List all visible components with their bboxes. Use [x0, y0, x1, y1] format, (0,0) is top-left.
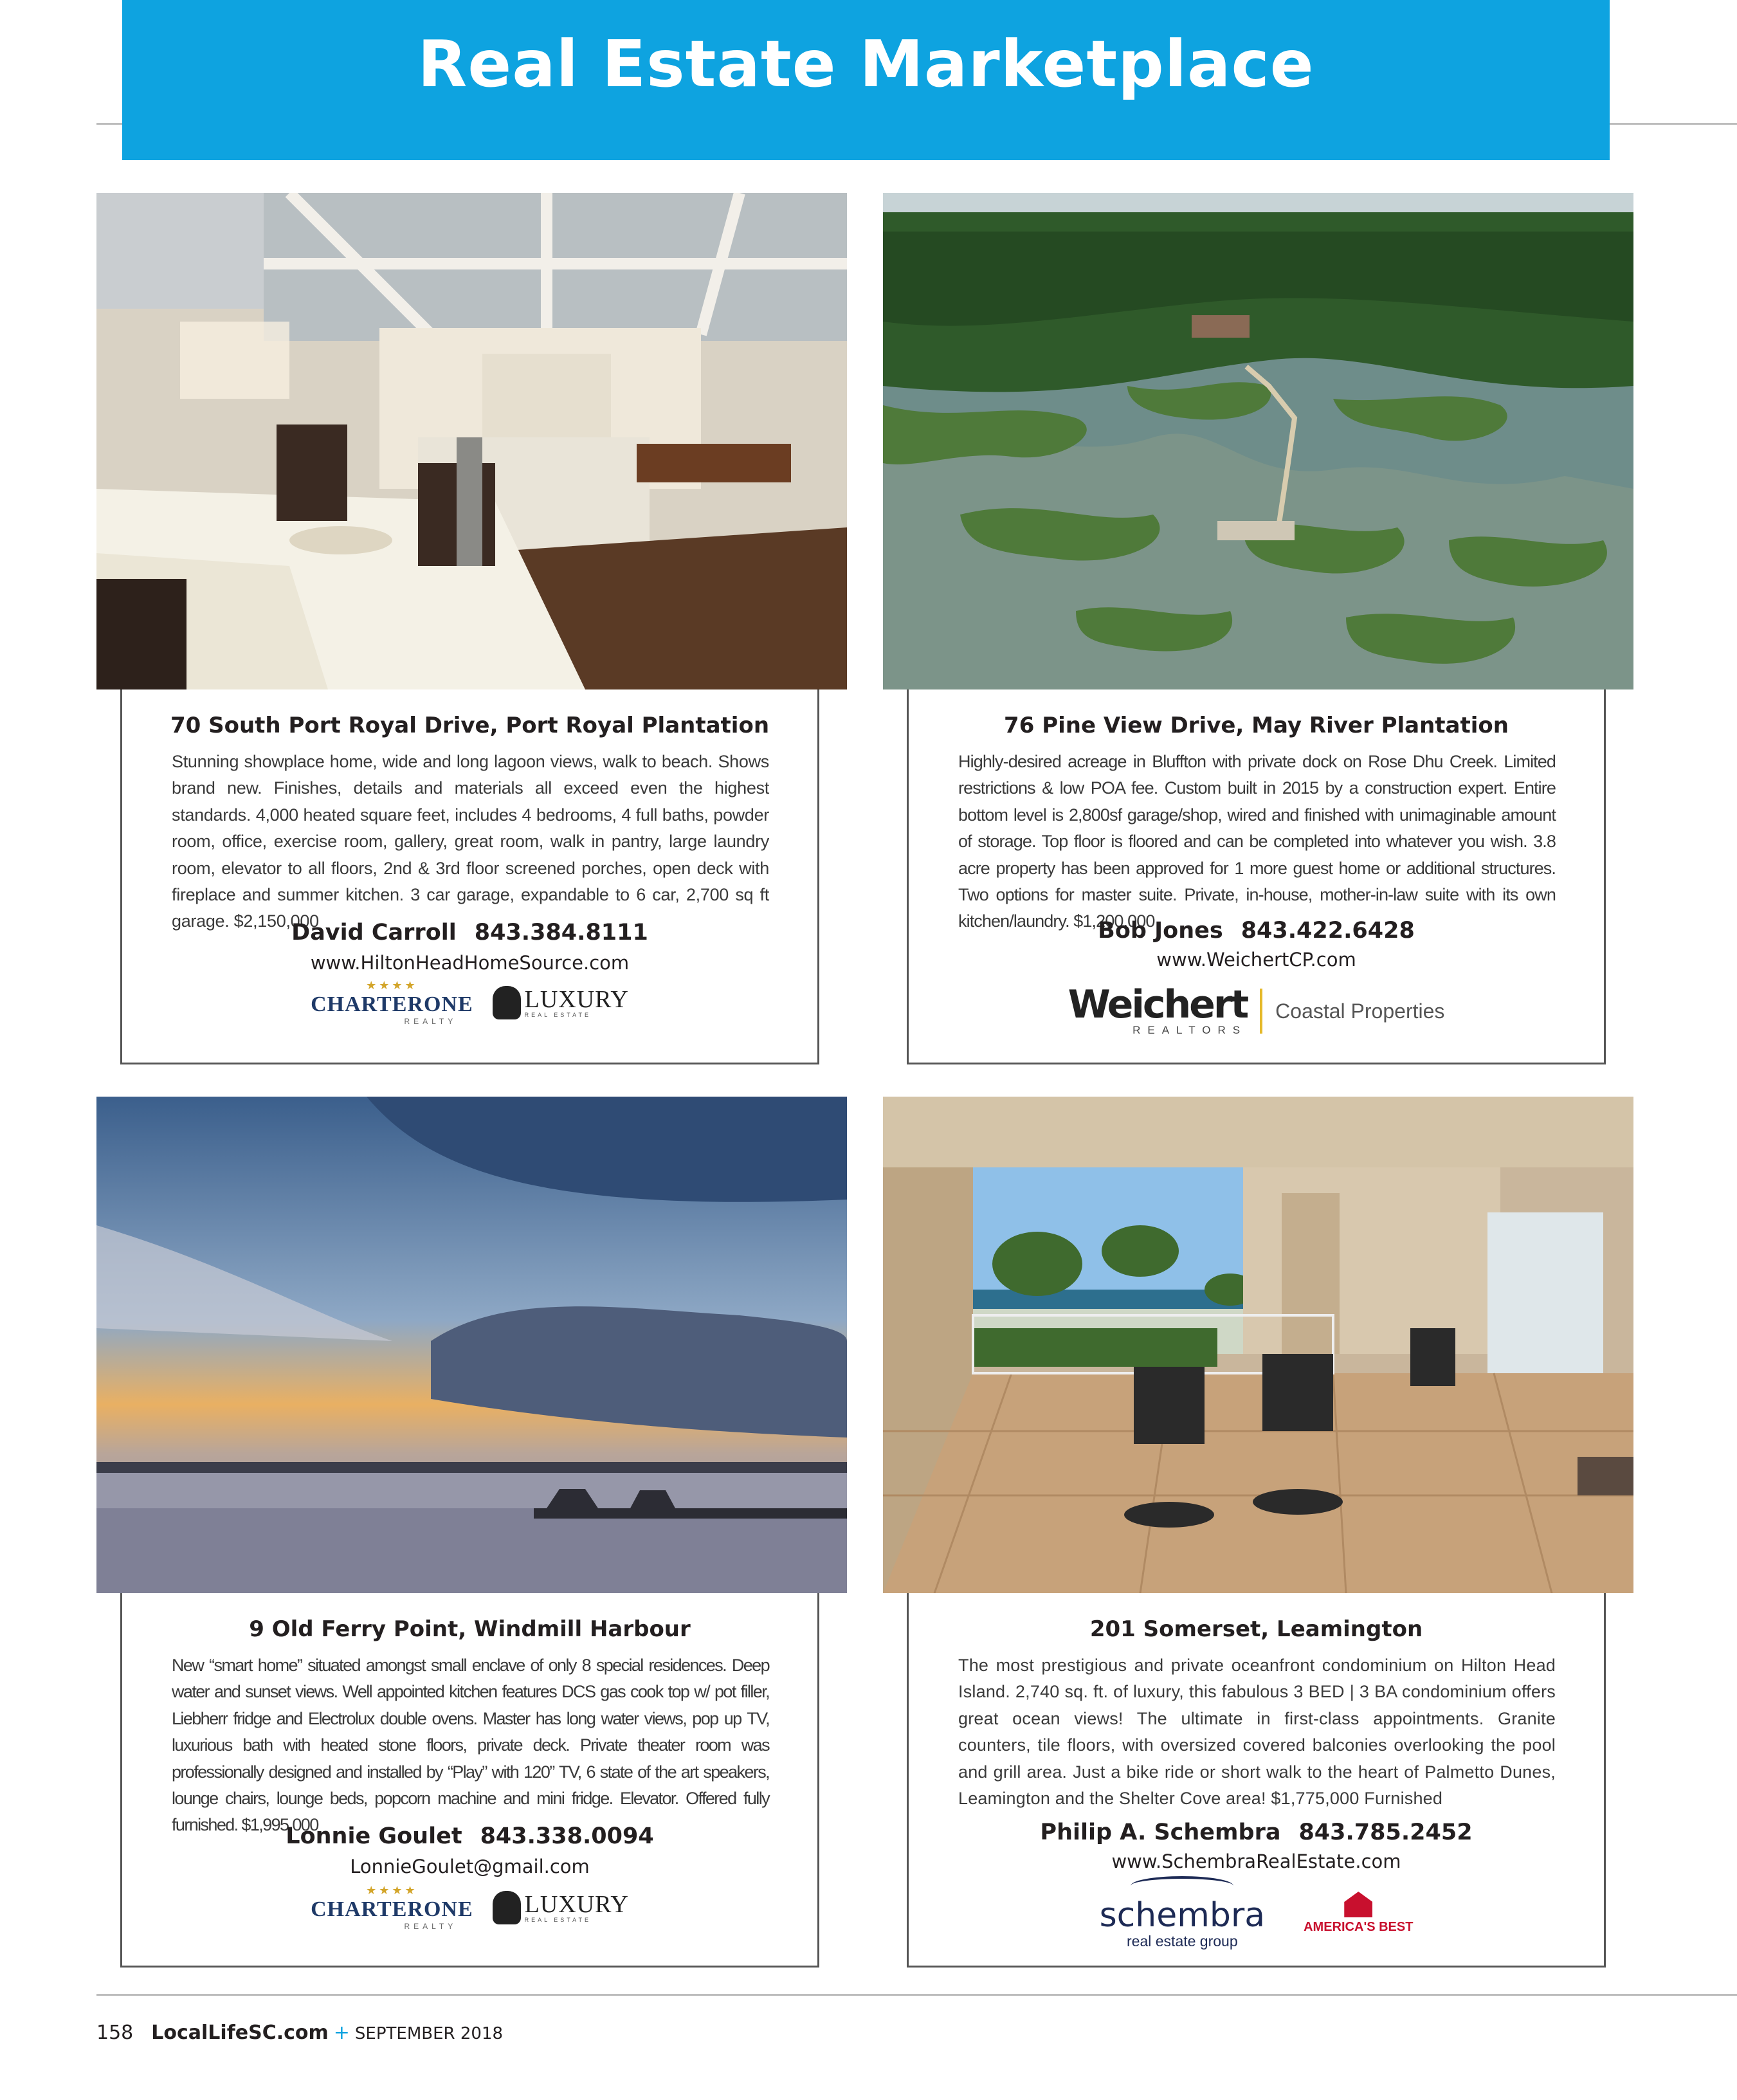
house-flag-icon	[1344, 1892, 1372, 1917]
listing-address: 76 Pine View Drive, May River Plantation	[1004, 713, 1509, 738]
agent-name: Philip A. Schembra	[1040, 1820, 1281, 1845]
agent-line	[909, 1820, 1604, 1845]
charterone-logo-text: CHARTERONE	[311, 1897, 473, 1921]
agent-line	[122, 1823, 817, 1849]
footer-issue: SEPTEMBER 2018	[354, 2024, 504, 2043]
swoosh-icon	[1131, 1876, 1233, 1895]
schembra-logo-sub: real estate group	[1127, 1933, 1238, 1949]
listing-address: 9 Old Ferry Point, Windmill Harbour	[249, 1616, 691, 1642]
agent-name: Bob Jones	[1098, 918, 1223, 944]
listing-description: Stunning showplace home, wide and long lagoon views, walk to beach. Shows brand new. Finishes, details and materials all exceed even the highest standards. 4,000 heated square feet, includes 4 bedrooms, 4 full baths, powder room, office, exercise room, gallery, great room, walk in pantry, large laundry room, elevator to all floors, 2nd & 3rd floor screened porches, open deck with fireplace and summer kitchen. 3 car garage, expandable to 6 car, 2,700 sq ft garage. $2,150,000	[172, 752, 769, 931]
americas-best-logo	[1304, 1892, 1413, 1935]
agent-name: Lonnie Goulet	[286, 1823, 462, 1849]
listing-address: 201 Somerset, Leamington	[1089, 1616, 1423, 1642]
weichert-logo-sub: REALTORS	[1132, 1024, 1248, 1036]
luxury-logo-sub: REAL ESTATE	[524, 1011, 591, 1018]
schembra-logo	[1100, 1876, 1266, 1950]
listing-photo-sunset-harbour	[96, 1097, 847, 1593]
agent-website-link[interactable]: www.WeichertCP.com	[1156, 949, 1356, 971]
header-banner	[122, 0, 1610, 160]
broker-logos	[909, 982, 1604, 1037]
americas-best-text: AMERICA'S BEST	[1304, 1920, 1414, 1934]
broker-logos	[122, 979, 817, 1026]
luxury-logo-text: LUXURY	[524, 985, 629, 1013]
agent-phone[interactable]: 843.422.6428	[1241, 918, 1415, 944]
stars-icon: ★★★★	[366, 1884, 418, 1897]
charterone-logo-sub: REALTY	[404, 1017, 457, 1026]
charterone-logo-text: CHARTERONE	[311, 992, 473, 1016]
weichert-logo	[1068, 982, 1445, 1037]
lion-icon	[493, 1891, 521, 1924]
luxury-logo	[493, 1891, 629, 1924]
page-title: Real Estate Marketplace	[417, 26, 1314, 102]
broker-logos	[122, 1884, 817, 1931]
luxury-logo	[493, 986, 629, 1019]
listing-address: 70 South Port Royal Drive, Port Royal Plantation	[170, 713, 770, 738]
footer-separator: +	[333, 2022, 350, 2044]
agent-website-link[interactable]: www.HiltonHeadHomeSource.com	[310, 952, 630, 974]
listing-card	[120, 1593, 819, 1968]
agent-phone[interactable]: 843.338.0094	[480, 1823, 654, 1849]
footer-site[interactable]: LocalLifeSC.com	[151, 2022, 329, 2044]
listing-card	[120, 689, 819, 1064]
logo-divider	[1260, 989, 1262, 1034]
agent-phone[interactable]: 843.785.2452	[1298, 1820, 1473, 1845]
luxury-logo-text: LUXURY	[524, 1890, 629, 1918]
agent-line	[122, 920, 817, 945]
agent-email-link[interactable]: LonnieGoulet@gmail.com	[350, 1856, 590, 1877]
weichert-logo-right: Coastal Properties	[1275, 999, 1445, 1023]
broker-logos	[909, 1876, 1604, 1950]
listing-description: Highly-desired acreage in Bluffton with private dock on Rose Dhu Creek. Limited restrictions & low POA fee. Custom built in 2015 by a construction expert. Entire bottom level is 2,800sf garage/shop, wired and finished with unimaginable amount of storage. Top floor is floored and can be completed into whatever you wish. 3.8 acre property has been approved for 1 more guest home or additional structures. Two options for master suite. Private, in-house, mother-in-law suite with its own kitchen/laundry. $1,200,000	[958, 752, 1556, 931]
agent-name: David Carroll	[291, 920, 457, 945]
listing-photo-aerial-marsh	[883, 193, 1633, 689]
listing-photo-kitchen	[96, 193, 847, 689]
page-footer	[96, 2022, 503, 2044]
schembra-logo-text: schembra	[1099, 1896, 1266, 1935]
weichert-logo-text: Weichert	[1068, 982, 1248, 1027]
listing-card	[907, 1593, 1606, 1968]
agent-line	[909, 918, 1604, 944]
bottom-rule	[96, 1994, 1737, 1996]
lion-icon	[493, 986, 521, 1019]
luxury-logo-sub: REAL ESTATE	[524, 1916, 591, 1923]
agent-website-link[interactable]: www.SchembraRealEstate.com	[1111, 1850, 1401, 1872]
listing-photo-balcony	[883, 1097, 1633, 1593]
listing-description: New “smart home” situated amongst small enclave of only 8 special residences. Deep water and sunset views. Well appointed kitchen features DCS gas cook top w/ pot filler, Liebherr fridge and Electrolux double ovens. Master has long water views, pop up TV, luxurious bath with heated stone floors, private deck. Private theater room was professionally designed and installed by “Play” with 120” TV, 6 state of the art speakers, lounge chairs, lounge beds, popcorn machine and mini fridge. Elevator. Offered fully furnished. $1,995,000	[172, 1656, 769, 1835]
listing-card	[907, 689, 1606, 1064]
page-number: 158	[96, 2022, 134, 2044]
agent-phone[interactable]: 843.384.8111	[474, 920, 648, 945]
listing-description: The most prestigious and private oceanfront condominium on Hilton Head Island. 2,740 sq. ft. of luxury, this fabulous 3 BED | 3 BA condominium offers great ocean views! The ultimate in first-class appointments. Granite counters, tile floors, with oversized covered balconies overlooking the pool and grill area. Just a bike ride or short walk to the heart of Palmetto Dunes, Leamington and the Shelter Cove area! $1,775,000 Furnished	[958, 1656, 1556, 1809]
charterone-logo	[311, 979, 473, 1026]
charterone-logo-sub: REALTY	[404, 1922, 457, 1931]
stars-icon: ★★★★	[366, 979, 418, 992]
charterone-logo	[311, 1884, 473, 1931]
